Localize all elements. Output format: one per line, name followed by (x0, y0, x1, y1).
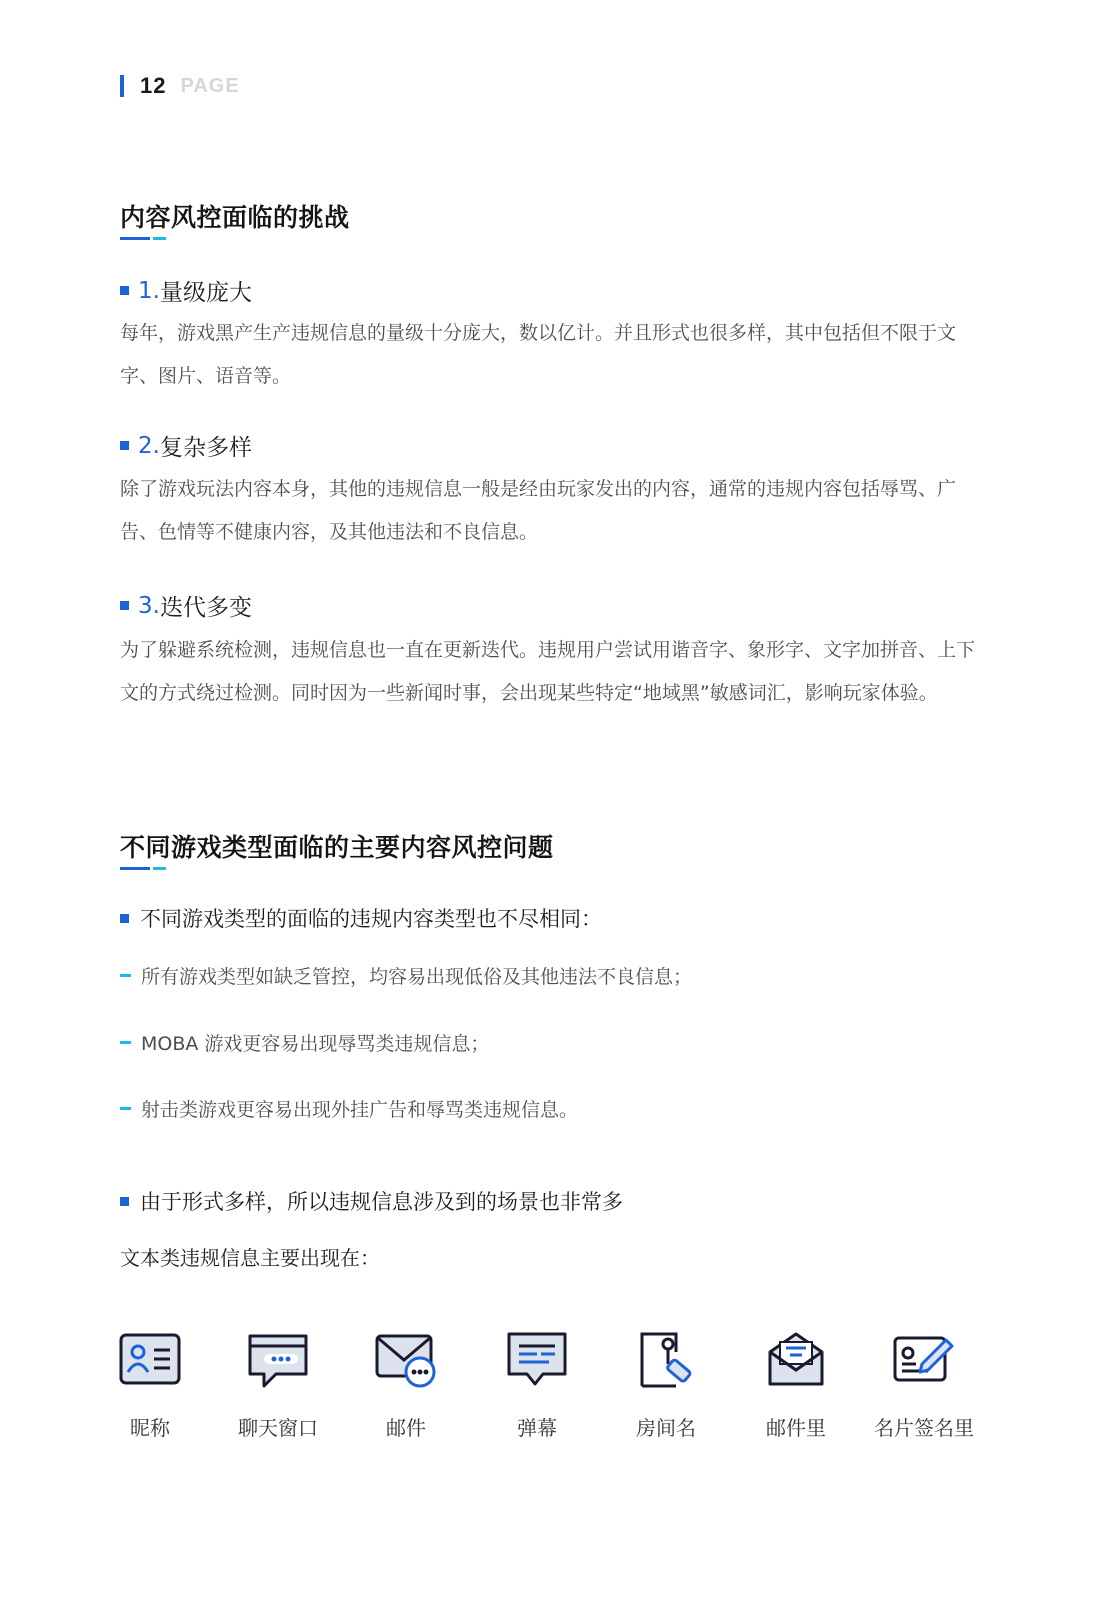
scene-label-nickname: 昵称 (130, 1416, 170, 1440)
subheading-text: 迭代多变 (159, 595, 252, 621)
subheading-2 (120, 429, 252, 462)
danmaku-bubble-icon (505, 1328, 569, 1392)
subheading-number: 2. (138, 432, 160, 459)
scene-label-card-signature: 名片签名里 (874, 1416, 974, 1440)
subheading-number: 1. (138, 277, 160, 304)
dash-item-3 (120, 1095, 578, 1122)
paragraph-3: 为了躲避系统检测，违规信息也一直在更新迭代。违规用户尝试用谐音字、象形字、文字加拼音、上下文的方式绕过检测。同时因为一些新闻时事，会出现某些特定“地域黑”敏感词汇，影响玩家体验。 (120, 639, 976, 704)
page-number-bar (120, 75, 124, 97)
dash-text: 所有游戏类型如缺乏管控，均容易出现低俗及其他违法不良信息； (141, 966, 693, 988)
id-card-icon (118, 1328, 182, 1392)
scene-label-chat: 聊天窗口 (238, 1416, 318, 1440)
bullet-text: 由于形式多样，所以违规信息涉及到的场景也非常多 (140, 1190, 623, 1214)
subheading-3 (120, 589, 252, 622)
page-number-label: PAGE (180, 74, 240, 97)
paragraph-2: 除了游戏玩法内容本身，其他的违规信息一般是经由玩家发出的内容，通常的违规内容包括辱骂、广告、色情等不健康内容，及其他违法和不良信息。 (120, 478, 957, 543)
subheading-text: 复杂多样 (159, 435, 252, 461)
scene-label-mail-inside: 邮件里 (766, 1416, 826, 1440)
room-key-icon (634, 1328, 698, 1392)
scene-label-mail: 邮件 (386, 1416, 426, 1440)
subheading-1 (120, 274, 252, 307)
subheading-number: 3. (138, 592, 160, 619)
section-title-challenges: 内容风控面临的挑战 (120, 203, 350, 232)
scene-label-room: 房间名 (636, 1416, 696, 1440)
paragraph-1: 每年，游戏黑产生产违规信息的量级十分庞大，数以亿计。并且形式也很多样，其中包括但不限于文字、图片、语音等。 (120, 322, 957, 387)
dash-text: 射击类游戏更容易出现外挂广告和辱骂类违规信息。 (141, 1099, 579, 1121)
square-bullet-icon (120, 914, 129, 923)
subheading-text: 量级庞大 (159, 280, 252, 306)
square-bullet-icon (120, 601, 129, 610)
section-title-underline (120, 867, 166, 870)
dash-bullet-icon (120, 974, 131, 977)
mail-chat-icon (374, 1328, 438, 1392)
chat-window-icon (246, 1328, 310, 1392)
dash-bullet-icon (120, 1041, 131, 1044)
square-bullet-icon (120, 441, 129, 450)
dash-text: MOBA 游戏更容易出现辱骂类违规信息； (141, 1033, 490, 1055)
page-number (120, 72, 240, 100)
bullet-game-types (120, 903, 602, 933)
section-title-underline (120, 237, 166, 240)
bullet-scenes (120, 1186, 623, 1216)
bullet-text: 不同游戏类型的面临的违规内容类型也不尽相同： (140, 907, 602, 931)
scene-label-danmaku: 弹幕 (517, 1416, 557, 1440)
dash-item-1 (120, 962, 692, 989)
square-bullet-icon (120, 286, 129, 295)
open-mail-icon (764, 1328, 828, 1392)
square-bullet-icon (120, 1197, 129, 1206)
dash-bullet-icon (120, 1107, 131, 1110)
page-number-value: 12 (140, 73, 167, 98)
dash-item-2 (120, 1029, 489, 1056)
signature-card-icon (892, 1328, 956, 1392)
section-title-game-types: 不同游戏类型面临的主要内容风控问题 (120, 833, 554, 862)
scenes-intro: 文本类违规信息主要出现在： (120, 1246, 380, 1270)
